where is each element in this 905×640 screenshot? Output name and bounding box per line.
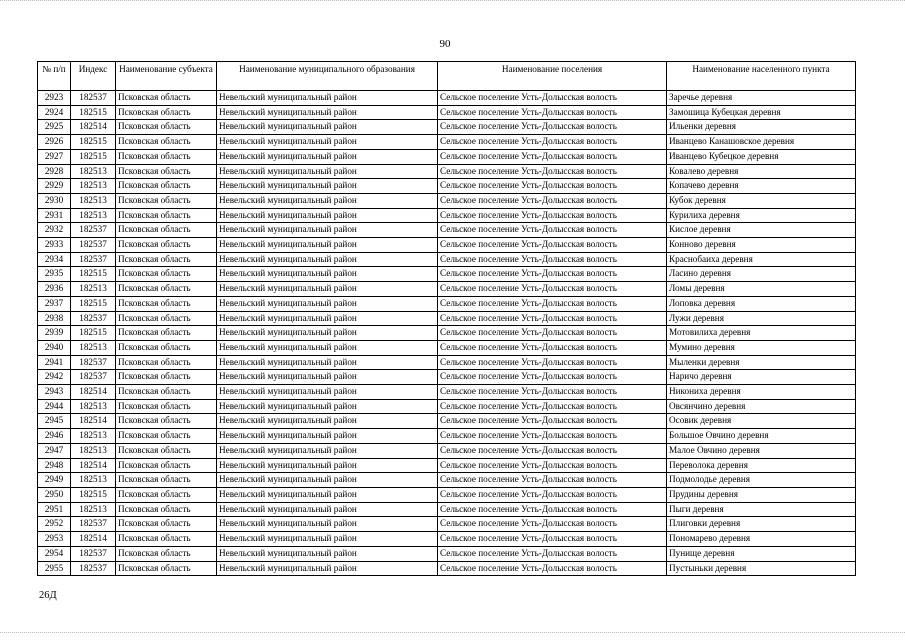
cell-subject: Псковская область	[116, 414, 217, 429]
cell-municipality: Невельский муниципальный район	[217, 370, 438, 385]
cell-locality: Осовик деревня	[667, 414, 856, 429]
table-row	[38, 149, 856, 164]
cell-locality: Большое Овчино деревня	[667, 429, 856, 444]
cell-index: 182515	[71, 296, 116, 311]
table-row	[38, 193, 856, 208]
cell-subject: Псковская область	[116, 473, 217, 488]
cell-subject: Псковская область	[116, 179, 217, 194]
table-row	[38, 429, 856, 444]
header-index: Индекс	[71, 62, 116, 91]
cell-num: 2929	[38, 179, 71, 194]
locality-registry-table	[37, 61, 856, 576]
cell-settlement: Сельское поселение Усть-Долысская волость	[438, 502, 667, 517]
cell-num: 2936	[38, 282, 71, 297]
cell-locality: Курилиха деревня	[667, 208, 856, 223]
header-municipality: Наименование муниципального образования	[217, 62, 438, 91]
cell-index: 182513	[71, 399, 116, 414]
cell-index: 182513	[71, 179, 116, 194]
cell-municipality: Невельский муниципальный район	[217, 267, 438, 282]
cell-settlement: Сельское поселение Усть-Долысская волость	[438, 487, 667, 502]
cell-num: 2950	[38, 487, 71, 502]
cell-municipality: Невельский муниципальный район	[217, 429, 438, 444]
table-row	[38, 105, 856, 120]
cell-municipality: Невельский муниципальный район	[217, 252, 438, 267]
cell-index: 182513	[71, 164, 116, 179]
cell-num: 2954	[38, 546, 71, 561]
cell-locality: Иванцево Канашовское деревня	[667, 135, 856, 150]
cell-num: 2935	[38, 267, 71, 282]
cell-settlement: Сельское поселение Усть-Долысская волость	[438, 443, 667, 458]
cell-subject: Псковская область	[116, 311, 217, 326]
cell-municipality: Невельский муниципальный район	[217, 546, 438, 561]
cell-settlement: Сельское поселение Усть-Долысская волость	[438, 164, 667, 179]
cell-settlement: Сельское поселение Усть-Долысская волость	[438, 546, 667, 561]
cell-num: 2931	[38, 208, 71, 223]
cell-index: 182514	[71, 414, 116, 429]
cell-locality: Кубок деревня	[667, 193, 856, 208]
cell-index: 182513	[71, 443, 116, 458]
cell-municipality: Невельский муниципальный район	[217, 517, 438, 532]
cell-settlement: Сельское поселение Усть-Долысская волость	[438, 238, 667, 253]
scan-top-edge	[0, 0, 905, 4]
cell-num: 2943	[38, 385, 71, 400]
cell-index: 182514	[71, 385, 116, 400]
table-row	[38, 355, 856, 370]
cell-municipality: Невельский муниципальный район	[217, 443, 438, 458]
cell-settlement: Сельское поселение Усть-Долысская волость	[438, 414, 667, 429]
cell-settlement: Сельское поселение Усть-Долысская волость	[438, 340, 667, 355]
cell-subject: Псковская область	[116, 532, 217, 547]
cell-num: 2947	[38, 443, 71, 458]
cell-locality: Ковалево деревня	[667, 164, 856, 179]
cell-municipality: Невельский муниципальный район	[217, 105, 438, 120]
cell-num: 2925	[38, 120, 71, 135]
cell-index: 182537	[71, 517, 116, 532]
cell-municipality: Невельский муниципальный район	[217, 164, 438, 179]
cell-locality: Никониха деревня	[667, 385, 856, 400]
cell-settlement: Сельское поселение Усть-Долысская волость	[438, 120, 667, 135]
cell-municipality: Невельский муниципальный район	[217, 282, 438, 297]
cell-settlement: Сельское поселение Усть-Долысская волость	[438, 193, 667, 208]
cell-index: 182537	[71, 223, 116, 238]
cell-locality: Копачево деревня	[667, 179, 856, 194]
table-row	[38, 473, 856, 488]
cell-num: 2938	[38, 311, 71, 326]
cell-municipality: Невельский муниципальный район	[217, 311, 438, 326]
cell-settlement: Сельское поселение Усть-Долысская волость	[438, 370, 667, 385]
table-row	[38, 311, 856, 326]
cell-subject: Псковская область	[116, 443, 217, 458]
cell-subject: Псковская область	[116, 355, 217, 370]
table-row	[38, 414, 856, 429]
cell-municipality: Невельский муниципальный район	[217, 238, 438, 253]
cell-locality: Заречье деревня	[667, 91, 856, 106]
cell-num: 2937	[38, 296, 71, 311]
cell-subject: Псковская область	[116, 282, 217, 297]
cell-locality: Малое Овчино деревня	[667, 443, 856, 458]
cell-index: 182515	[71, 487, 116, 502]
cell-index: 182515	[71, 149, 116, 164]
cell-settlement: Сельское поселение Усть-Долысская волость	[438, 105, 667, 120]
table-row	[38, 370, 856, 385]
cell-num: 2928	[38, 164, 71, 179]
table-row	[38, 443, 856, 458]
cell-num: 2945	[38, 414, 71, 429]
table-row	[38, 561, 856, 576]
cell-subject: Псковская область	[116, 517, 217, 532]
cell-subject: Псковская область	[116, 370, 217, 385]
cell-settlement: Сельское поселение Усть-Долысская волость	[438, 399, 667, 414]
cell-municipality: Невельский муниципальный район	[217, 385, 438, 400]
cell-index: 182537	[71, 561, 116, 576]
cell-num: 2951	[38, 502, 71, 517]
cell-num: 2949	[38, 473, 71, 488]
footer-code: 26Д	[39, 590, 57, 601]
cell-locality: Лоповка деревня	[667, 296, 856, 311]
cell-index: 182514	[71, 458, 116, 473]
table-row	[38, 546, 856, 561]
cell-municipality: Невельский муниципальный район	[217, 458, 438, 473]
table-row	[38, 340, 856, 355]
cell-subject: Псковская область	[116, 399, 217, 414]
table-row	[38, 385, 856, 400]
cell-index: 182537	[71, 370, 116, 385]
cell-subject: Псковская область	[116, 135, 217, 150]
cell-municipality: Невельский муниципальный район	[217, 532, 438, 547]
cell-settlement: Сельское поселение Усть-Долысская волость	[438, 91, 667, 106]
cell-subject: Псковская область	[116, 326, 217, 341]
table-row	[38, 120, 856, 135]
table-row	[38, 282, 856, 297]
cell-subject: Псковская область	[116, 208, 217, 223]
cell-locality: Иванцево Кубецкое деревня	[667, 149, 856, 164]
cell-index: 182514	[71, 532, 116, 547]
cell-locality: Конново деревня	[667, 238, 856, 253]
cell-num: 2941	[38, 355, 71, 370]
table-row	[38, 179, 856, 194]
header-locality: Наименование населенного пункта	[667, 62, 856, 91]
cell-settlement: Сельское поселение Усть-Долысская волость	[438, 311, 667, 326]
cell-num: 2948	[38, 458, 71, 473]
scan-bottom-edge	[0, 632, 905, 634]
cell-num: 2924	[38, 105, 71, 120]
cell-municipality: Невельский муниципальный район	[217, 296, 438, 311]
table-row	[38, 208, 856, 223]
cell-settlement: Сельское поселение Усть-Долысская волость	[438, 532, 667, 547]
cell-settlement: Сельское поселение Усть-Долысская волость	[438, 326, 667, 341]
cell-locality: Пустыньки деревня	[667, 561, 856, 576]
cell-settlement: Сельское поселение Усть-Долысская волость	[438, 296, 667, 311]
cell-locality: Замошица Кубецкая деревня	[667, 105, 856, 120]
cell-num: 2934	[38, 252, 71, 267]
cell-municipality: Невельский муниципальный район	[217, 326, 438, 341]
cell-num: 2955	[38, 561, 71, 576]
cell-settlement: Сельское поселение Усть-Долысская волость	[438, 208, 667, 223]
cell-locality: Ласино деревня	[667, 267, 856, 282]
cell-index: 182537	[71, 238, 116, 253]
cell-subject: Псковская область	[116, 238, 217, 253]
cell-subject: Псковская область	[116, 561, 217, 576]
cell-subject: Псковская область	[116, 458, 217, 473]
cell-municipality: Невельский муниципальный район	[217, 149, 438, 164]
cell-index: 182537	[71, 252, 116, 267]
cell-index: 182514	[71, 120, 116, 135]
cell-num: 2933	[38, 238, 71, 253]
cell-num: 2942	[38, 370, 71, 385]
table-row	[38, 487, 856, 502]
cell-subject: Псковская область	[116, 502, 217, 517]
cell-locality: Плиговки деревня	[667, 517, 856, 532]
cell-index: 182513	[71, 502, 116, 517]
cell-municipality: Невельский муниципальный район	[217, 193, 438, 208]
cell-num: 2939	[38, 326, 71, 341]
cell-index: 182513	[71, 429, 116, 444]
table-row	[38, 532, 856, 547]
cell-locality: Краснобаиха деревня	[667, 252, 856, 267]
cell-num: 2953	[38, 532, 71, 547]
cell-locality: Мотовилиха деревня	[667, 326, 856, 341]
table-row	[38, 502, 856, 517]
cell-municipality: Невельский муниципальный район	[217, 135, 438, 150]
cell-index: 182513	[71, 208, 116, 223]
cell-subject: Псковская область	[116, 296, 217, 311]
cell-locality: Прудины деревня	[667, 487, 856, 502]
cell-num: 2946	[38, 429, 71, 444]
cell-index: 182513	[71, 193, 116, 208]
header-settlement: Наименование поселения	[438, 62, 667, 91]
table-row	[38, 135, 856, 150]
cell-municipality: Невельский муниципальный район	[217, 179, 438, 194]
cell-settlement: Сельское поселение Усть-Долысская волость	[438, 223, 667, 238]
cell-index: 182537	[71, 311, 116, 326]
cell-settlement: Сельское поселение Усть-Долысская волость	[438, 458, 667, 473]
cell-subject: Псковская область	[116, 385, 217, 400]
cell-index: 182513	[71, 340, 116, 355]
cell-locality: Пономарево деревня	[667, 532, 856, 547]
cell-municipality: Невельский муниципальный район	[217, 399, 438, 414]
table-row	[38, 238, 856, 253]
cell-municipality: Невельский муниципальный район	[217, 473, 438, 488]
cell-subject: Псковская область	[116, 164, 217, 179]
cell-num: 2923	[38, 91, 71, 106]
table-row	[38, 458, 856, 473]
cell-locality: Мыленки деревня	[667, 355, 856, 370]
cell-index: 182515	[71, 267, 116, 282]
cell-municipality: Невельский муниципальный район	[217, 502, 438, 517]
cell-municipality: Невельский муниципальный район	[217, 120, 438, 135]
cell-settlement: Сельское поселение Усть-Долысская волость	[438, 429, 667, 444]
cell-locality: Мумино деревня	[667, 340, 856, 355]
cell-subject: Псковская область	[116, 105, 217, 120]
cell-index: 182515	[71, 135, 116, 150]
table-row	[38, 267, 856, 282]
cell-subject: Псковская область	[116, 340, 217, 355]
cell-num: 2926	[38, 135, 71, 150]
cell-settlement: Сельское поселение Усть-Долысская волость	[438, 267, 667, 282]
table-row	[38, 326, 856, 341]
cell-subject: Псковская область	[116, 193, 217, 208]
cell-index: 182515	[71, 105, 116, 120]
table-row	[38, 91, 856, 106]
cell-subject: Псковская область	[116, 252, 217, 267]
cell-index: 182537	[71, 91, 116, 106]
cell-num: 2927	[38, 149, 71, 164]
table-header-row	[38, 62, 856, 91]
cell-index: 182537	[71, 355, 116, 370]
cell-locality: Ильенки деревня	[667, 120, 856, 135]
cell-locality: Пыги деревня	[667, 502, 856, 517]
cell-settlement: Сельское поселение Усть-Долысская волость	[438, 252, 667, 267]
cell-municipality: Невельский муниципальный район	[217, 414, 438, 429]
cell-locality: Пунище деревня	[667, 546, 856, 561]
cell-num: 2932	[38, 223, 71, 238]
table-row	[38, 517, 856, 532]
cell-subject: Псковская область	[116, 149, 217, 164]
cell-index: 182537	[71, 546, 116, 561]
cell-locality: Овсянчино деревня	[667, 399, 856, 414]
table-row	[38, 399, 856, 414]
cell-municipality: Невельский муниципальный район	[217, 487, 438, 502]
table-row	[38, 164, 856, 179]
table-row	[38, 296, 856, 311]
cell-subject: Псковская область	[116, 120, 217, 135]
cell-num: 2952	[38, 517, 71, 532]
header-num: № п/п	[38, 62, 71, 91]
cell-locality: Наричо деревня	[667, 370, 856, 385]
cell-index: 182513	[71, 282, 116, 297]
cell-settlement: Сельское поселение Усть-Долысская волость	[438, 473, 667, 488]
cell-locality: Ломы деревня	[667, 282, 856, 297]
cell-municipality: Невельский муниципальный район	[217, 561, 438, 576]
cell-settlement: Сельское поселение Усть-Долысская волость	[438, 355, 667, 370]
cell-settlement: Сельское поселение Усть-Долысская волость	[438, 179, 667, 194]
cell-subject: Псковская область	[116, 429, 217, 444]
cell-locality: Переволока деревня	[667, 458, 856, 473]
table-row	[38, 252, 856, 267]
table-row	[38, 223, 856, 238]
cell-num: 2944	[38, 399, 71, 414]
cell-settlement: Сельское поселение Усть-Долысская волость	[438, 385, 667, 400]
cell-subject: Псковская область	[116, 546, 217, 561]
cell-locality: Подмолодье деревня	[667, 473, 856, 488]
cell-municipality: Невельский муниципальный район	[217, 208, 438, 223]
cell-index: 182515	[71, 326, 116, 341]
cell-subject: Псковская область	[116, 267, 217, 282]
cell-index: 182513	[71, 473, 116, 488]
cell-municipality: Невельский муниципальный район	[217, 355, 438, 370]
cell-settlement: Сельское поселение Усть-Долысская волость	[438, 517, 667, 532]
cell-locality: Кислое деревня	[667, 223, 856, 238]
cell-num: 2930	[38, 193, 71, 208]
table-body	[38, 91, 856, 576]
cell-settlement: Сельское поселение Усть-Долысская волость	[438, 149, 667, 164]
page-number: 90	[439, 38, 451, 50]
cell-num: 2940	[38, 340, 71, 355]
cell-locality: Лужи деревня	[667, 311, 856, 326]
cell-subject: Псковская область	[116, 487, 217, 502]
cell-municipality: Невельский муниципальный район	[217, 340, 438, 355]
cell-subject: Псковская область	[116, 223, 217, 238]
cell-settlement: Сельское поселение Усть-Долысская волость	[438, 561, 667, 576]
cell-municipality: Невельский муниципальный район	[217, 223, 438, 238]
cell-settlement: Сельское поселение Усть-Долысская волость	[438, 135, 667, 150]
cell-subject: Псковская область	[116, 91, 217, 106]
cell-municipality: Невельский муниципальный район	[217, 91, 438, 106]
cell-settlement: Сельское поселение Усть-Долысская волость	[438, 282, 667, 297]
header-subject: Наименование субъекта	[116, 62, 217, 91]
